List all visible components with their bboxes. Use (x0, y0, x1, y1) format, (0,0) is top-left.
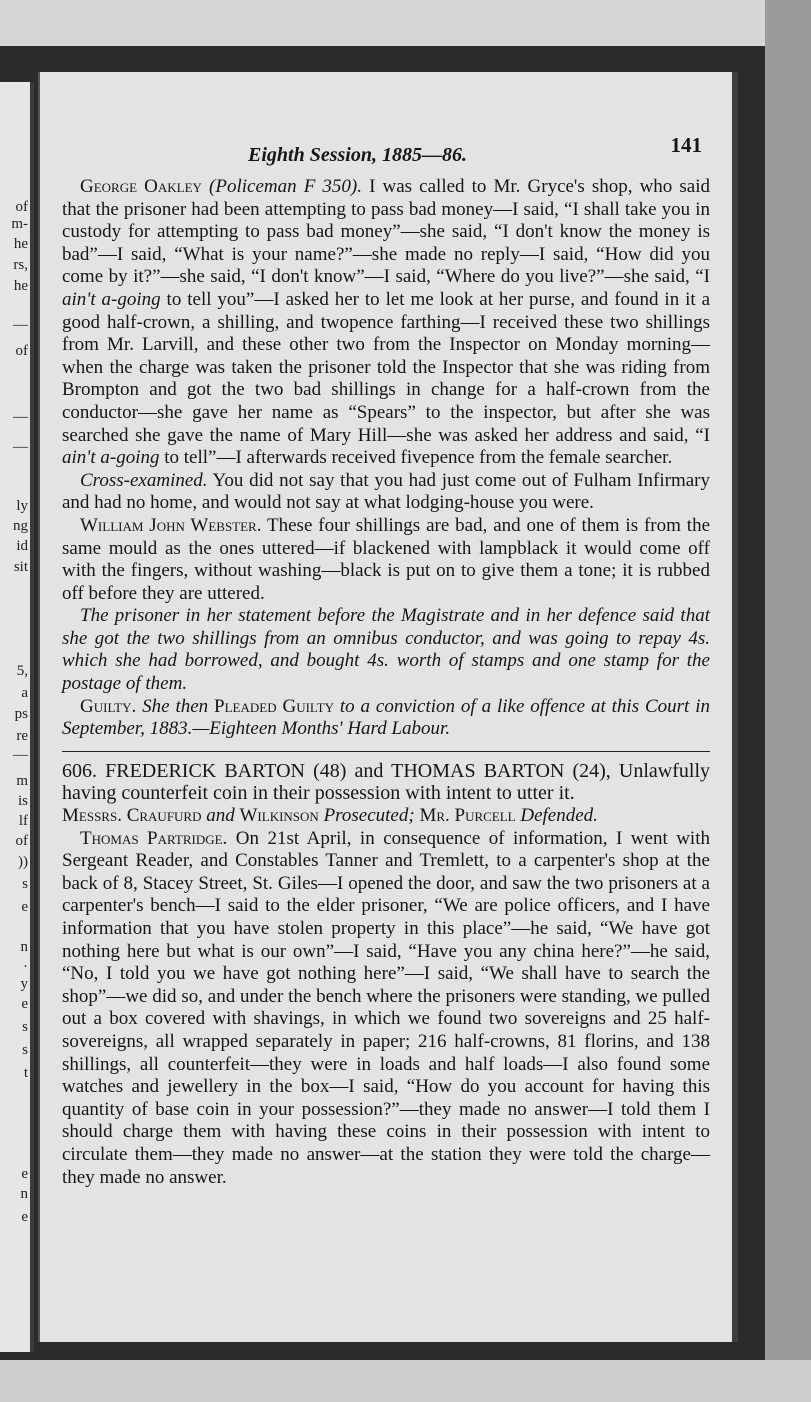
margin-fragment: lf (18, 813, 28, 829)
margin-fragment: — (13, 747, 28, 763)
verdict-label: Guilty. (80, 695, 137, 717)
margin-fragment: id (16, 538, 28, 554)
margin-fragment: of (15, 199, 28, 215)
margin-fragment: ly (16, 498, 28, 514)
defence-counsel: Mr. Purcell (419, 805, 516, 827)
margin-fragment: he (13, 236, 28, 252)
margin-fragment: e (21, 1166, 28, 1182)
margin-fragment: t (23, 1065, 28, 1081)
testimony-text: On 21st April, in consequence of information, I went with Sergeant Reader, and Constables Tanner and Tremlett, to a carpenter's shop at the back of 8, Stacey Street, St. Giles—I opened the door, and saw the two prisoners at a carpenter's bench—I said to the elder prisoner, “We are police officers, and I have information that you have stolen property in this place”—he said, “We have got nothing here but what is our own”—I said, “Have you any china here?”—he said, “No, I told you we have got nothing here”—I said, “We shall have to search the shop”—we did so, and under the bench where the prisoners were standing, we pulled out a box covered with shavings, in which we found two sovereigns and 25 half-sovereigns, all wrapped separately in paper; 216 half-crowns, 81 florins, and 138 shillings, all counterfeit—they were in loads and half loads—I also found some watches and jewellery in the box—I said, “How do you account for having this quantity of base coin in your possession?”—they made no answer—I told them I should charge them with having these coins in their possession with intent to circulate them—they made no answer—at the station they were told the charge—they made no answer. (62, 827, 710, 1188)
margin-fragment: ng (13, 518, 28, 534)
sentence-text: to a conviction of a like offence at this Court in September, 1883.—Eighteen Months' Hard Labour. (62, 695, 710, 740)
margin-fragment: e (21, 1209, 28, 1225)
margin-fragment: he (13, 278, 28, 294)
margin-fragment: m (16, 773, 28, 789)
cross-examined-label: Cross-examined. (80, 469, 208, 491)
margin-fragment: s (22, 1042, 28, 1058)
witness-name: William John Webster. (80, 514, 262, 536)
witness-name: Thomas Partridge. (80, 827, 228, 849)
testimony-webster (62, 515, 710, 605)
defended-label: Defended. (515, 805, 598, 827)
testimony-text: I was called to Mr. Gryce's shop, who said that the prisoner had been attempting to pass bad money—I said, “I shall take you in custody for attempting to pass bad money”—she said, “I don't know the money is bad”—I said, “What is your name?”—she made no reply—I said, “How did you come by it?”—she said, “I don't know”—I said, “Where do you live?”—she said, “I (62, 176, 711, 288)
margin-fragment: )) (18, 854, 28, 870)
prisoner-statement: The prisoner in her statement before the Magistrate and in her defence said that she got the two shillings from an omnibus conductor, and was going to repay 4s. which she had borrowed, and bought 4s. worth of stamps and one stamp for the postage of them. (62, 605, 710, 695)
quoted-dialect: ain't a-going (62, 447, 160, 469)
margin-fragment: — (13, 439, 28, 455)
testimony-partridge (62, 828, 710, 1190)
margin-fragment: ps (14, 706, 28, 722)
page-header (62, 128, 710, 176)
witness-name: George Oakley (80, 176, 202, 197)
page-number: 141 (670, 133, 702, 157)
margin-fragment: is (17, 793, 28, 809)
case-divider (62, 751, 710, 752)
margin-fragment: e (21, 996, 28, 1012)
margin-fragment: — (13, 409, 28, 425)
scan-bottom-border (0, 1360, 811, 1402)
book-page (38, 72, 738, 1342)
margin-fragment: m- (11, 216, 28, 232)
testimony-text: to tell”—I afterwards received fivepence from the female searcher. (159, 447, 673, 469)
margin-fragment: y (20, 976, 28, 992)
scan-right-border (765, 0, 811, 1402)
margin-fragment: sit (13, 559, 28, 575)
margin-fragment: s (22, 876, 28, 892)
margin-fragment: s (22, 1019, 28, 1035)
prosecuted-label: Prosecuted; (318, 805, 420, 827)
testimony-oakley (62, 176, 710, 470)
counsel-line (62, 805, 710, 828)
margin-fragment: — (13, 317, 28, 333)
pleaded-guilty: Pleaded Guilty (214, 695, 334, 717)
margin-fragment: rs, (13, 257, 28, 273)
testimony-text: These four shillings are bad, and one of them is from the same mould as the ones uttered—if blackened with lampblack it would come off with the fingers, without washing—black is put on to give them a tone; it is rubbed off before they are uttered. (62, 514, 710, 604)
prosecution-counsel-2: Wilkinson (239, 805, 319, 827)
page-content (62, 128, 710, 1189)
margin-fragment: n (20, 939, 28, 955)
margin-fragment: 5, (16, 663, 28, 679)
verdict-text: She then (136, 695, 215, 717)
margin-fragment: of (15, 833, 28, 849)
scan-top-border (0, 0, 811, 46)
witness-role: (Policeman F 350). (209, 176, 362, 197)
margin-fragment: re (16, 728, 28, 744)
cross-examination-text: You did not say that you had just come out of Fulham Infirmary and had no home, and would not say at what lodging-house you were. (62, 469, 710, 514)
prosecution-counsel: Messrs. Craufurd (62, 805, 202, 827)
cross-examination (62, 470, 710, 515)
quoted-dialect: ain't a-going (62, 288, 161, 310)
margin-fragment: · (23, 959, 28, 975)
counsel-and: and (201, 805, 240, 827)
facing-page-edge (0, 82, 34, 1352)
margin-fragment: a (21, 685, 28, 701)
margin-fragment: of (15, 343, 28, 359)
margin-fragment: e (21, 899, 28, 915)
margin-fragment: n (20, 1186, 28, 1202)
testimony-text: to tell you”—I asked her to let me look at her purse, and found in it a good half-crown, a shilling, and twopence farthing—I received these two shillings from Mr. Larvill, and these other two from the Inspector on Monday morning—when the charge was taken the prisoner told the Inspector that she was riding from Brompton and got the two bad shillings in change for a half-crown from the conductor—she gave her name as “Spears” to the inspector, but after she was searched she gave the name of Mary Hill—she was asked her address and said, “I (62, 288, 710, 446)
running-title: Eighth Session, 1885—86. (248, 144, 467, 166)
verdict (62, 696, 710, 741)
case-heading: 606. FREDERICK BARTON (48) and THOMAS BARTON (24), Unlawfully having counterfeit coin in their possession with intent to utter it. (62, 759, 710, 805)
